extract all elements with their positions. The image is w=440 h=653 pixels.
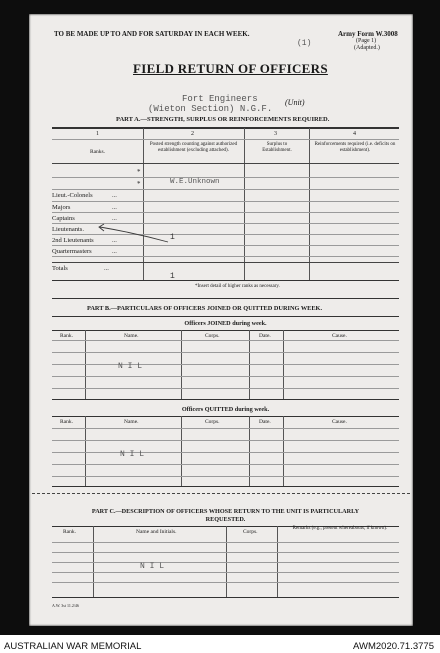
col-header-posted: Posted strength counting against authorized establishment (excluding attached). <box>149 142 238 153</box>
typed-entry: W.E.Unknown <box>170 178 220 186</box>
part-c-col-corps: Corps. <box>243 529 258 535</box>
rank-dots: ... <box>112 237 117 244</box>
joined-title: Officers JOINED during week. <box>184 320 267 327</box>
part-c-col-rank: Rank. <box>63 529 76 535</box>
rank-dots: ... <box>112 248 117 255</box>
footer-institution: AUSTRALIAN WAR MEMORIAL <box>4 641 142 652</box>
part-c-col-remarks: Remarks (e.g., present whereabouts, if known). <box>292 526 388 531</box>
unit-line-1: Fort Engineers <box>182 94 258 104</box>
part-c-col-name: Name and Initials. <box>136 529 177 535</box>
quitted-col-date: Date. <box>259 419 271 425</box>
asterisk-1: * <box>137 168 141 176</box>
joined-col-date: Date. <box>259 333 271 339</box>
page-mark: (1) <box>297 39 312 48</box>
col-number-4: 4 <box>353 131 356 137</box>
part-c-heading-line-1: PART C.—DESCRIPTION OF OFFICERS WHOSE RETURN TO THE UNIT IS PARTICULARLY <box>91 508 360 515</box>
joined-col-rank: Rank. <box>60 333 73 339</box>
quitted-col-cause: Cause. <box>332 419 347 425</box>
col-header-reinforcements: Reinforcements required (i.e. deficits on establishment). <box>314 142 396 153</box>
footnote: *Insert detail of higher ranks as necessary. <box>195 284 280 289</box>
footer-accession-number: AWM2020.71.3775 <box>353 641 434 652</box>
rank-dots: ... <box>112 192 117 199</box>
lieutenant-count: 1 <box>170 233 175 242</box>
col-header-ranks: Ranks. <box>89 149 106 155</box>
col-header-surplus: Surplus to Establishment. <box>262 142 292 153</box>
quitted-col-name: Name. <box>124 419 139 425</box>
joined-entry: N I L <box>118 362 143 371</box>
form-note: (Adapted.) <box>354 45 380 51</box>
totals-value: 1 <box>170 272 175 281</box>
rank-2nd-lieutenants: 2nd Lieutenants <box>52 237 94 244</box>
rank-captains: Captains <box>52 215 75 222</box>
form-number: Army Form W.3008 <box>338 30 398 38</box>
col-number-3: 3 <box>274 131 277 137</box>
part-c-entry: N I L <box>140 562 165 571</box>
asterisk-2: * <box>137 180 141 188</box>
unit-line-2: (Wieton Section) N.G.F. <box>148 104 273 114</box>
joined-col-corps: Corps. <box>205 333 220 339</box>
form-page: (Page 1) <box>356 38 377 44</box>
part-b-heading: PART B.—PARTICULARS OF OFFICERS JOINED OR QUITTED DURING WEEK. <box>87 305 323 312</box>
rank-lieut-colonels: Lieut.-Colonels <box>52 192 93 199</box>
joined-col-cause: Cause. <box>332 333 347 339</box>
quitted-title: Officers QUITTED during week. <box>181 406 270 413</box>
col-number-1: 1 <box>96 131 99 137</box>
rank-lieutenants: Lieutenants. <box>52 226 84 233</box>
quitted-col-corps: Corps. <box>205 419 220 425</box>
quitted-entry: N I L <box>120 450 145 459</box>
printer-mark: A.W. 3st 11.2/46 <box>52 603 79 608</box>
rank-quartermasters: Quartermasters <box>52 248 92 255</box>
page-title: FIELD RETURN OF OFFICERS <box>133 61 328 76</box>
joined-col-name: Name. <box>124 333 139 339</box>
col-number-2: 2 <box>191 131 194 137</box>
part-c-heading-line-2: REQUESTED. <box>205 516 246 523</box>
quitted-col-rank: Rank. <box>60 419 73 425</box>
totals-label: Totals <box>52 265 68 272</box>
unit-label: (Unit) <box>285 98 305 107</box>
instruction-text: TO BE MADE UP TO AND FOR SATURDAY IN EACH WEEK. <box>54 30 250 38</box>
rank-dots: ... <box>112 204 117 211</box>
rank-majors: Majors <box>52 204 71 211</box>
part-a-heading: PART A.—STRENGTH, SURPLUS OR REINFORCEMENTS REQUIRED. <box>116 116 330 123</box>
rank-dots: ... <box>104 265 109 272</box>
rank-dots: ... <box>112 215 117 222</box>
